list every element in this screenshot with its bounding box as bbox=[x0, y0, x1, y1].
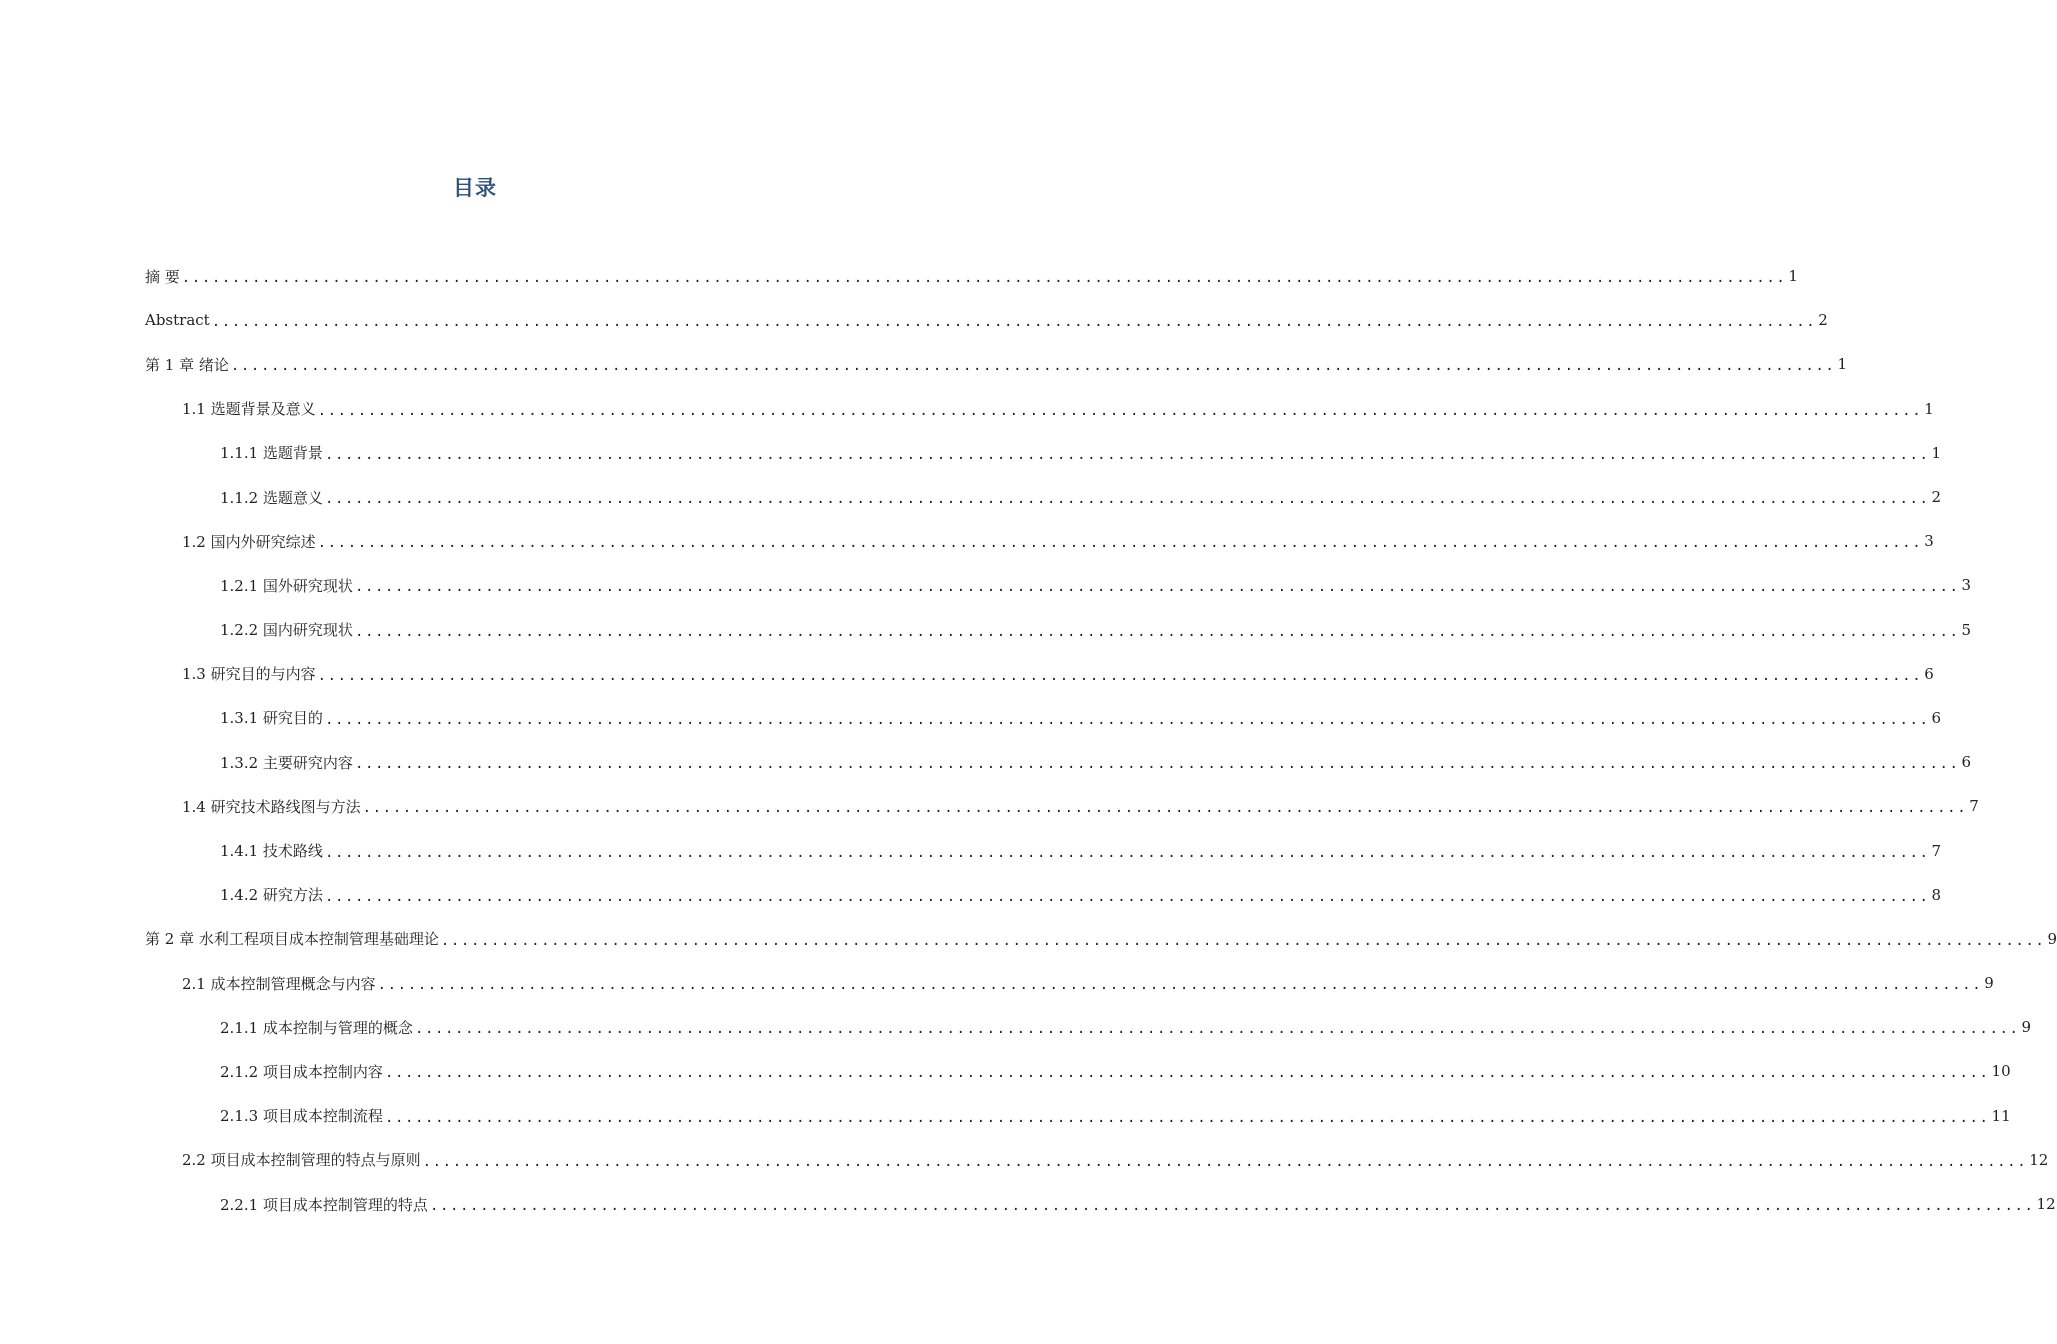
toc-page-number: 3 bbox=[1961, 576, 1972, 595]
toc-page-number: 9 bbox=[2047, 929, 2057, 948]
toc-entry[interactable] bbox=[220, 431, 1942, 475]
toc-dot-leader: ................................................................................................................................................................ bbox=[429, 1198, 2035, 1215]
toc-page-number: 9 bbox=[2021, 1018, 2032, 1037]
toc-entry[interactable] bbox=[182, 652, 1934, 696]
toc-row bbox=[0, 563, 1972, 607]
toc-entry[interactable] bbox=[182, 387, 1934, 431]
toc-row bbox=[0, 608, 1972, 652]
toc-dot-leader: ................................................................................................................................................................ bbox=[422, 1153, 2028, 1170]
toc-page-number: 6 bbox=[1961, 753, 1972, 772]
toc-dot-leader: ................................................................................................................................................................ bbox=[354, 579, 1960, 596]
toc-dot-leader: ................................................................................................................................................................ bbox=[324, 888, 1930, 905]
toc-page-number: 5 bbox=[1961, 620, 1972, 639]
toc-entry[interactable] bbox=[182, 784, 1979, 828]
toc-page-number: 7 bbox=[1931, 841, 1942, 860]
toc-dot-leader: ................................................................................................................................................................ bbox=[362, 800, 1968, 817]
toc-entry-title: 第 2 章 水利工程项目成本控制管理基础理论 bbox=[145, 930, 439, 949]
toc-entry[interactable] bbox=[220, 475, 1942, 519]
toc-row bbox=[0, 1138, 2049, 1182]
toc-row bbox=[0, 652, 1934, 696]
toc-entry-title: 1.1.1 选题背景 bbox=[220, 444, 323, 463]
toc-page-number: 2 bbox=[1931, 488, 1942, 507]
toc-entry[interactable] bbox=[220, 740, 1972, 784]
toc-entry-title: 1.3.1 研究目的 bbox=[220, 709, 323, 728]
toc-page-number: 7 bbox=[1969, 797, 1979, 816]
toc-dot-leader: ................................................................................................................................................................ bbox=[324, 844, 1930, 861]
toc-entry[interactable] bbox=[220, 828, 1942, 872]
toc-row bbox=[0, 519, 1934, 563]
toc-entry-title: 2.1.1 成本控制与管理的概念 bbox=[220, 1018, 413, 1037]
toc-row bbox=[0, 1094, 2011, 1138]
toc-row bbox=[0, 917, 2057, 961]
toc-dot-leader: ................................................................................................................................................................ bbox=[324, 446, 1930, 463]
toc-entry[interactable] bbox=[145, 254, 1798, 298]
toc-row bbox=[0, 740, 1972, 784]
toc-dot-leader: ................................................................................................................................................................ bbox=[317, 535, 1923, 552]
toc-entry-title: 1.2 国内外研究综述 bbox=[182, 532, 316, 551]
toc-entry-title: 1.3 研究目的与内容 bbox=[182, 665, 316, 684]
toc-dot-leader: ................................................................................................................................................................ bbox=[324, 491, 1930, 508]
toc-row bbox=[0, 431, 1942, 475]
toc-dot-leader: ................................................................................................................................................................ bbox=[377, 977, 1983, 994]
toc-page-number: 1 bbox=[1924, 399, 1934, 418]
toc-row bbox=[0, 298, 1828, 342]
toc-entry-title: 1.1 选题背景及意义 bbox=[182, 400, 316, 419]
toc-entry-title: 1.1.2 选题意义 bbox=[220, 488, 323, 507]
toc-dot-leader: ................................................................................................................................................................ bbox=[181, 270, 1787, 287]
toc-dot-leader: ................................................................................................................................................................ bbox=[317, 667, 1923, 684]
toc-page-number: 11 bbox=[1991, 1106, 2011, 1125]
toc-list bbox=[0, 254, 2057, 1226]
toc-entry-title: 1.2.1 国外研究现状 bbox=[220, 576, 353, 595]
toc-entry-title: 2.2 项目成本控制管理的特点与原则 bbox=[182, 1151, 421, 1170]
toc-entry-title: 1.2.2 国内研究现状 bbox=[220, 621, 353, 640]
toc-dot-leader: ................................................................................................................................................................ bbox=[354, 623, 1960, 640]
toc-dot-leader: ................................................................................................................................................................ bbox=[414, 1021, 2020, 1038]
toc-row bbox=[0, 1049, 2011, 1093]
toc-dot-leader: ................................................................................................................................................................ bbox=[230, 358, 1836, 375]
toc-dot-leader: ................................................................................................................................................................ bbox=[384, 1065, 1990, 1082]
toc-dot-leader: ................................................................................................................................................................ bbox=[324, 711, 1930, 728]
toc-page-number: 1 bbox=[1931, 443, 1942, 462]
toc-dot-leader: ................................................................................................................................................................ bbox=[440, 932, 2046, 949]
toc-entry[interactable] bbox=[220, 1049, 2011, 1093]
toc-page-number: 6 bbox=[1931, 708, 1942, 727]
toc-entry[interactable] bbox=[145, 917, 2057, 961]
toc-page-number: 1 bbox=[1837, 355, 1847, 374]
toc-row bbox=[0, 475, 1942, 519]
toc-entry-title: 摘 要 bbox=[145, 267, 180, 286]
toc-row bbox=[0, 828, 1942, 872]
toc-entry[interactable] bbox=[220, 873, 1942, 917]
toc-row bbox=[0, 254, 1798, 298]
toc-entry-title: 2.1 成本控制管理概念与内容 bbox=[182, 974, 376, 993]
toc-entry-title: Abstract bbox=[145, 311, 210, 330]
toc-entry-title: 1.4.1 技术路线 bbox=[220, 842, 323, 861]
toc-page-number: 1 bbox=[1788, 267, 1798, 286]
toc-row bbox=[0, 1005, 2032, 1049]
toc-entry[interactable] bbox=[145, 342, 1847, 386]
toc-page-number: 6 bbox=[1924, 664, 1934, 683]
toc-row bbox=[0, 873, 1942, 917]
toc-entry[interactable] bbox=[182, 519, 1934, 563]
toc-entry[interactable] bbox=[220, 696, 1942, 740]
toc-entry[interactable] bbox=[182, 961, 1994, 1005]
toc-row bbox=[0, 961, 1994, 1005]
toc-page-number: 8 bbox=[1931, 885, 1942, 904]
toc-page-number: 10 bbox=[1991, 1062, 2011, 1081]
toc-row bbox=[0, 696, 1942, 740]
toc-entry-title: 2.1.3 项目成本控制流程 bbox=[220, 1107, 383, 1126]
toc-entry-title: 1.4 研究技术路线图与方法 bbox=[182, 797, 361, 816]
toc-dot-leader: ................................................................................................................................................................ bbox=[384, 1109, 1990, 1126]
toc-entry[interactable] bbox=[220, 1005, 2032, 1049]
toc-entry-title: 第 1 章 绪论 bbox=[145, 355, 229, 374]
toc-page-number: 3 bbox=[1924, 532, 1934, 551]
toc-row bbox=[0, 387, 1934, 431]
toc-page-number: 9 bbox=[1984, 974, 1994, 993]
toc-page-number: 2 bbox=[1818, 311, 1828, 330]
toc-dot-leader: ................................................................................................................................................................ bbox=[211, 314, 1817, 331]
toc-row bbox=[0, 1182, 2056, 1226]
toc-page-number: 12 bbox=[2029, 1150, 2049, 1169]
toc-entry-title: 2.1.2 项目成本控制内容 bbox=[220, 1062, 383, 1081]
toc-entry-title: 1.3.2 主要研究内容 bbox=[220, 753, 353, 772]
toc-dot-leader: ................................................................................................................................................................ bbox=[354, 756, 1960, 773]
toc-page-number: 12 bbox=[2036, 1195, 2056, 1214]
toc-row bbox=[0, 342, 1847, 386]
toc-entry[interactable] bbox=[220, 608, 1972, 652]
toc-entry[interactable] bbox=[220, 1094, 2011, 1138]
toc-row bbox=[0, 784, 1979, 828]
toc-entry[interactable] bbox=[182, 1138, 2049, 1182]
toc-entry[interactable] bbox=[145, 298, 1828, 342]
toc-entry-title: 2.2.1 项目成本控制管理的特点 bbox=[220, 1195, 428, 1214]
toc-entry[interactable] bbox=[220, 1182, 2056, 1226]
toc-entry-title: 1.4.2 研究方法 bbox=[220, 886, 323, 905]
toc-title: 目录 bbox=[453, 176, 497, 200]
toc-entry[interactable] bbox=[220, 563, 1972, 607]
toc-dot-leader: ................................................................................................................................................................ bbox=[317, 402, 1923, 419]
